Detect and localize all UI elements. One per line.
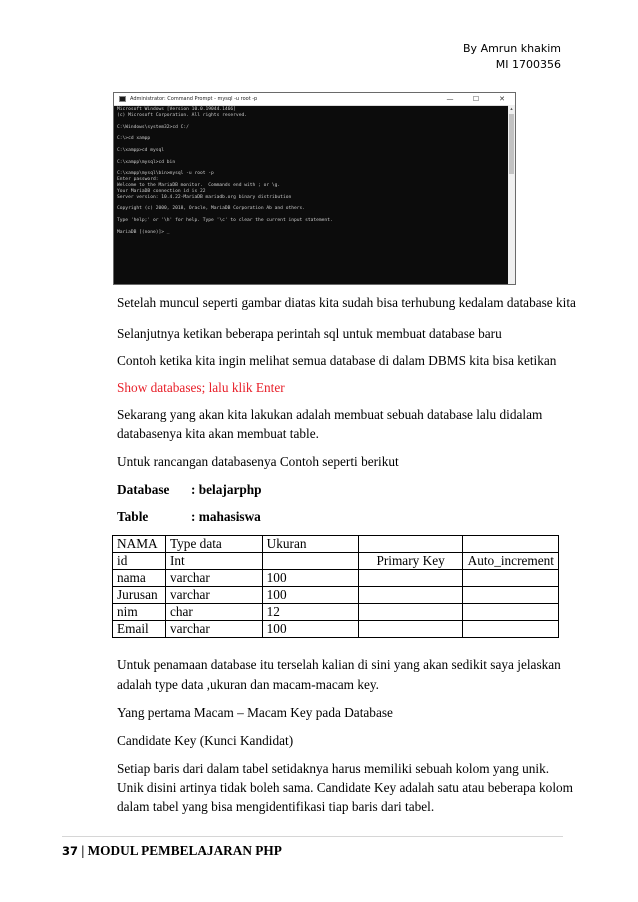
- section-heading-candidate-key: Candidate Key (Kunci Kandidat): [117, 733, 294, 748]
- footer-separator: |: [81, 843, 85, 858]
- table-row: [113, 553, 559, 570]
- table-cell: [359, 604, 463, 621]
- table-cell: nim: [113, 604, 166, 621]
- table-cell: [462, 587, 558, 604]
- table-header-cell: Type data: [165, 536, 262, 553]
- paragraph-candidate-2: Unik disini artinya tidak boleh sama. Candidate Key adalah satu atau beberapa kolom: [117, 780, 574, 795]
- table-row: [113, 621, 559, 638]
- table-cell: [462, 621, 558, 638]
- table-row: [113, 570, 559, 587]
- command-prompt-screenshot: [113, 92, 516, 285]
- table-header-cell: Ukuran: [262, 536, 359, 553]
- paragraph-candidate-3: dalam tabel yang bisa mengidentifikasi tiap baris dari tabel.: [117, 799, 435, 814]
- footer-divider: [62, 836, 563, 837]
- table-row: [113, 604, 559, 621]
- table-cell: [262, 553, 359, 570]
- table-cell: 12: [262, 604, 359, 621]
- page-footer: [62, 843, 282, 859]
- table-cell: [359, 570, 463, 587]
- table-cell: Int: [165, 553, 262, 570]
- table-cell: [462, 604, 558, 621]
- paragraph-create-database-2: databasenya kita akan membuat table.: [117, 426, 319, 441]
- table-cell: Jurusan: [113, 587, 166, 604]
- table-header-cell: [359, 536, 463, 553]
- page-number: 37: [62, 844, 79, 858]
- table-cell: [359, 621, 463, 638]
- table-cell: Auto_increment: [462, 553, 558, 570]
- paragraph-candidate-1: Setiap baris dari dalam tabel setidaknya harus memiliki sebuah kolom yang unik.: [117, 761, 550, 776]
- paragraph-naming-1: Untuk penamaan database itu terselah kalian di sini yang akan sedikit saya jelaskan: [117, 657, 561, 672]
- table-value: : mahasiswa: [191, 509, 261, 524]
- table-cell: varchar: [165, 587, 262, 604]
- table-cell: id: [113, 553, 166, 570]
- table-row: [113, 587, 559, 604]
- console-output: Microsoft Windows [Version 10.0.19044.1466] (c) Microsoft Corporation. All rights reserved. C:\Windows\system32>cd C:/ C:\>cd xampp C:\xampp>cd mysql C:\xampp\mysql>cd bin C:\xampp\mysql\bin>mysql -u root -p Enter password: Welcome to the MariaDB monitor. Commands end with ; or \g. Your MariaDB connection id is 22 Server version: 10.4.22-MariaDB mariadb.org binary distribution Copyright (c) 2000, 2018, Oracle, MariaDB Corporation Ab and others. Type 'help;' or '\h' for help. Type '\c' to clear the current input statement. MariaDB [(none)]> _: [117, 107, 333, 235]
- paragraph-example: Contoh ketika kita ingin melihat semua database di dalam DBMS kita bisa ketikan: [117, 353, 557, 368]
- table-cell: 100: [262, 621, 359, 638]
- header-student-id: MI 1700356: [495, 58, 561, 71]
- close-icon: ✕: [499, 94, 505, 103]
- header-author: By Amrun khakim: [463, 42, 561, 55]
- database-value: : belajarphp: [191, 482, 262, 497]
- table-header-cell: NAMA: [113, 536, 166, 553]
- command-instruction: Show databases; lalu klik Enter: [117, 380, 285, 395]
- table-cell: varchar: [165, 570, 262, 587]
- paragraph-next-steps: Selanjutnya ketikan beberapa perintah sql untuk membuat database baru: [117, 326, 502, 341]
- scrollbar-thumb: [509, 114, 514, 174]
- table-header-cell: [462, 536, 558, 553]
- terminal-icon: [119, 96, 126, 102]
- table-cell: varchar: [165, 621, 262, 638]
- window-title: Administrator: Command Prompt - mysql -u root -p: [130, 96, 258, 102]
- table-cell: 100: [262, 570, 359, 587]
- table-cell: [462, 570, 558, 587]
- console-scrollbar: [508, 105, 515, 284]
- footer-title: MODUL PEMBELAJARAN PHP: [87, 843, 282, 858]
- table-label: Table: [117, 509, 149, 524]
- table-cell: Email: [113, 621, 166, 638]
- table-cell: 100: [262, 587, 359, 604]
- table-cell: nama: [113, 570, 166, 587]
- paragraph-key-types: Yang pertama Macam – Macam Key pada Database: [117, 705, 393, 720]
- table-design: [112, 535, 559, 638]
- scroll-up-icon: ▲: [509, 106, 514, 111]
- paragraph-design-intro: Untuk rancangan databasenya Contoh seperti berikut: [117, 454, 399, 469]
- paragraph-connected: Setelah muncul seperti gambar diatas kita sudah bisa terhubung kedalam database kita: [117, 295, 576, 310]
- table-cell: char: [165, 604, 262, 621]
- paragraph-create-database-1: Sekarang yang akan kita lakukan adalah membuat sebuah database lalu didalam: [117, 407, 543, 422]
- table-header-row: [113, 536, 559, 553]
- maximize-icon: ☐: [472, 94, 480, 103]
- paragraph-naming-2: adalah type data ,ukuran dan macam-macam key.: [117, 677, 379, 692]
- minimize-icon: —: [446, 94, 454, 103]
- table-cell: Primary Key: [359, 553, 463, 570]
- database-label: Database: [117, 482, 170, 497]
- table-cell: [359, 587, 463, 604]
- page-header: [463, 41, 561, 73]
